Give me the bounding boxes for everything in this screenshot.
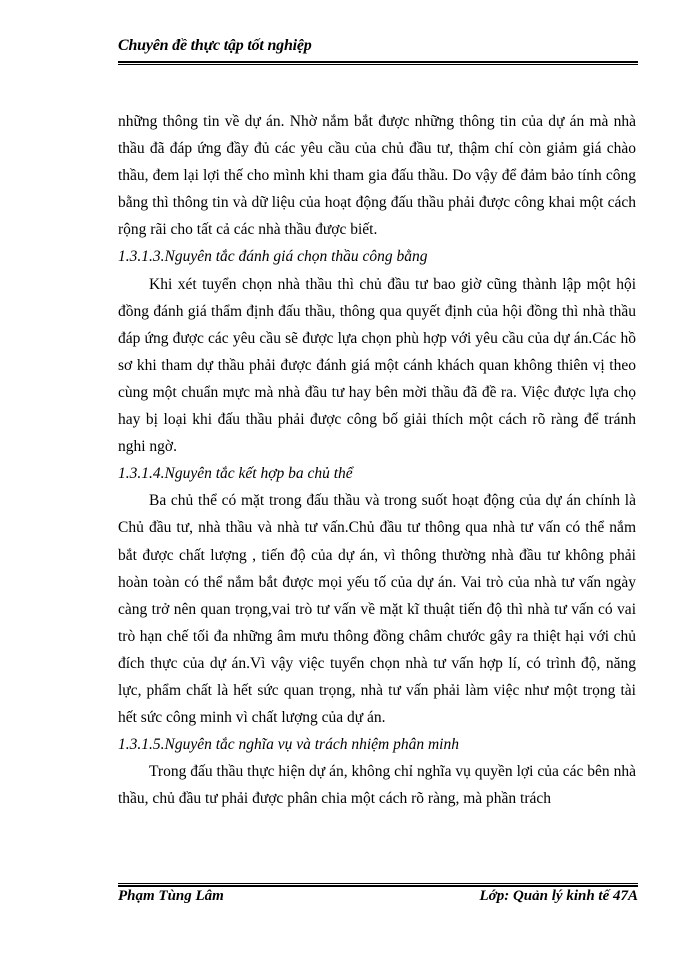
section-heading-1-3-1-5: 1.3.1.5.Nguyên tắc nghĩa vụ và trách nhiệm phân minh bbox=[118, 736, 459, 754]
body-paragraph-3: Ba chủ thể có mặt trong đấu thầu và trong suốt hoạt động của dự án chính là Chủ đầu tư, nhà thầu và nhà tư vấn.Chủ đầu tư thông qua nhà tư vấn có thể nắm bắt được chất lượng , tiến độ của dự án, vì thông thường nhà đầu tư không phải hoàn toàn có thể nắm bắt được mọi yếu tố của dự án. Vai trò của nhà tư vấn ngày càng trở nên quan trọng,vai trò tư vấn về mặt kĩ thuật tiến độ thì nhà tư vấn có vai trò hạn chế tối đa những âm mưu thông đồng châm chước gây ra thiệt hại với chủ đích thực của dự án.Vì vậy việc tuyển chọn nhà tư vấn hợp lí, có trình độ, năng lực, phẩm chất là hết sức quan trọng, nhà tư vấn phải làm việc như một trọng tài hết sức công minh vì chất lượng của dự án. bbox=[118, 492, 636, 727]
section-heading-1-3-1-3: 1.3.1.3.Nguyên tắc đánh giá chọn thầu công bằng bbox=[118, 248, 428, 266]
footer-author: Phạm Tùng Lâm bbox=[118, 888, 224, 904]
footer-class: Lớp: Quản lý kinh tế 47A bbox=[479, 888, 638, 904]
body-paragraph-4: Trong đấu thầu thực hiện dự án, không chỉ nghĩa vụ quyền lợi của các bên nhà thầu, chủ đầu tư phải được phân chia một cách rõ ràng, mà phần trách bbox=[118, 763, 636, 808]
body-paragraph-2: Khi xét tuyển chọn nhà thầu thì chủ đầu tư bao giờ cũng thành lập một hội đồng đánh giá thẩm định đấu thầu, thông qua quyết định của hội đồng thì nhà thầu đáp ứng được các yêu cầu sẽ được lựa chọn phù hợp với yêu cầu của dự án.Các hồ sơ khi tham dự thầu phải được đánh giá một cánh khách quan không thiên vị theo cùng một chuẩn mực mà nhà đầu tư hay bên mời thầu đã đề ra. Việc được lựa chọ hay bị loại khi đấu thầu phải được công bố giải thích một cách rõ ràng để tránh nghi ngờ. bbox=[118, 275, 636, 456]
document-body bbox=[118, 108, 636, 812]
section-heading-1-3-1-4: 1.3.1.4.Nguyên tắc kết hợp ba chủ thể bbox=[118, 465, 353, 483]
page-header-title: Chuyên đề thực tập tốt nghiệp bbox=[118, 37, 312, 54]
header-divider bbox=[118, 61, 638, 65]
body-paragraph-1: những thông tin về dự án. Nhờ nắm bắt được những thông tin của dự án mà nhà thầu đã đáp ứng đầy đủ các yêu cầu của chủ đầu tư, thậm chí còn giảm giá chào thầu, đem lại lợi thế cho mình khi tham gia đấu thầu. Do vậy để đảm bảo tính công bằng thì thông tin và dữ liệu của hoạt động đấu thầu phải được công khai một cách rộng rãi cho tất cả các nhà thầu được biết. bbox=[118, 113, 636, 239]
footer-divider bbox=[118, 883, 638, 887]
